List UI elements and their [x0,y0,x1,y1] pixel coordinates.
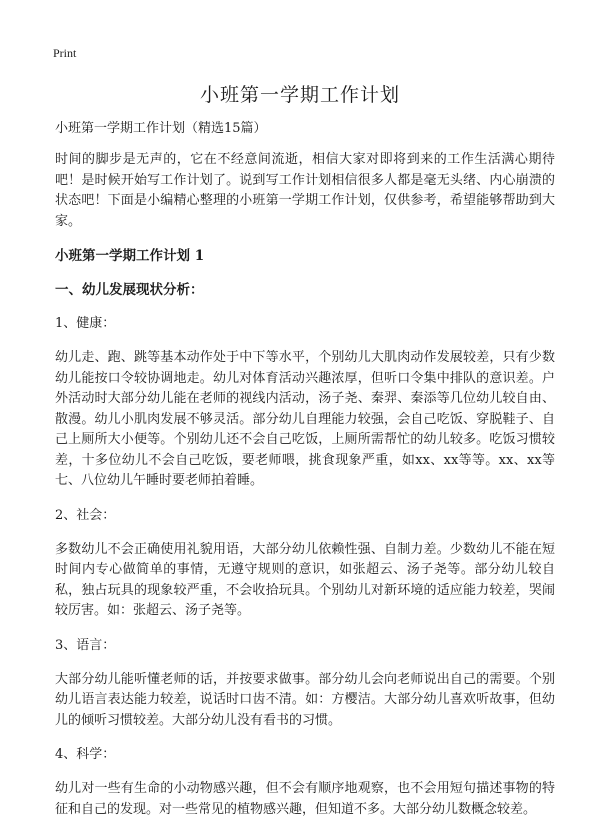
item-text-language: 大部分幼儿能听懂老师的话，并按要求做事。部分幼儿会向老师说出自己的需要。个别幼儿语言表达能力较差，说话时口齿不清。如：方樱洁。大部分幼儿喜欢听故事，但幼儿的倾听习惯较差。大部分幼儿没有看书的习惯。 [55,671,555,728]
item-label-social: 2、社会： [55,507,116,523]
print-link[interactable]: Print [53,46,77,60]
item-text-health: 幼儿走、跑、跳等基本动作处于中下等水平，个别幼儿大肌肉动作发展较差，只有少数幼儿能按口令较协调地走。幼儿对体育活动兴趣浓厚，但听口令集中排队的意识差。户外活动时大部分幼儿能在老师的视线内活动，汤子尧、秦羿、秦添等几位幼儿较自由、散漫。幼儿小肌肉发展不够灵活。部分幼儿自理能力较强，会自己吃饭、穿脱鞋子、自己上厕所大小便等。个别幼儿还不会自己吃饭，上厕所需帮忙的幼儿较多。吃饭习惯较差，十多位幼儿不会自己吃饭，要老师喂，挑食现象严重，如xx、xx等等。xx、xx等七、八位幼儿午睡时要老师拍着睡。 [55,350,555,488]
item-text-social: 多数幼儿不会正确使用礼貌用语，大部分幼儿依赖性强、自制力差。少数幼儿不能在短时间内专心做简单的事情，无遵守规则的意识，如张超云、汤子尧等。部分幼儿较自私，独占玩具的现象较严重，不会收拾玩具。个别幼儿对新环境的适应能力较差，哭闹较厉害。如：张超云、汤子尧等。 [55,541,555,618]
part-heading: 一、幼儿发展现状分析： [55,282,204,298]
document-body [55,119,555,834]
item-label-science: 4、科学： [55,747,116,762]
section-heading: 小班第一学期工作计划 1 [55,248,205,264]
item-label-health: 1、健康： [55,316,116,331]
page-title: 小班第一学期工作计划 [199,84,400,106]
document-subtitle: 小班第一学期工作计划（精选15篇） [55,121,267,136]
item-text-science: 幼儿对一些有生命的小动物感兴趣，但不会有顺序地观察，也不会用短句描述事物的特征和自己的发现。对一些常见的植物感兴趣，但知道不多。大部分幼儿数概念较差。 [55,781,555,817]
intro-paragraph: 时间的脚步是无声的，它在不经意间流逝，相信大家对即将到来的工作生活满心期待吧！是时候开始写工作计划了。说到写工作计划相信很多人都是毫无头绪、内心崩溃的状态吧！下面是小编精心整理的小班第一学期工作计划，仅供参考，希望能够帮助到大家。 [55,152,555,229]
item-label-language: 3、语言： [55,637,116,653]
